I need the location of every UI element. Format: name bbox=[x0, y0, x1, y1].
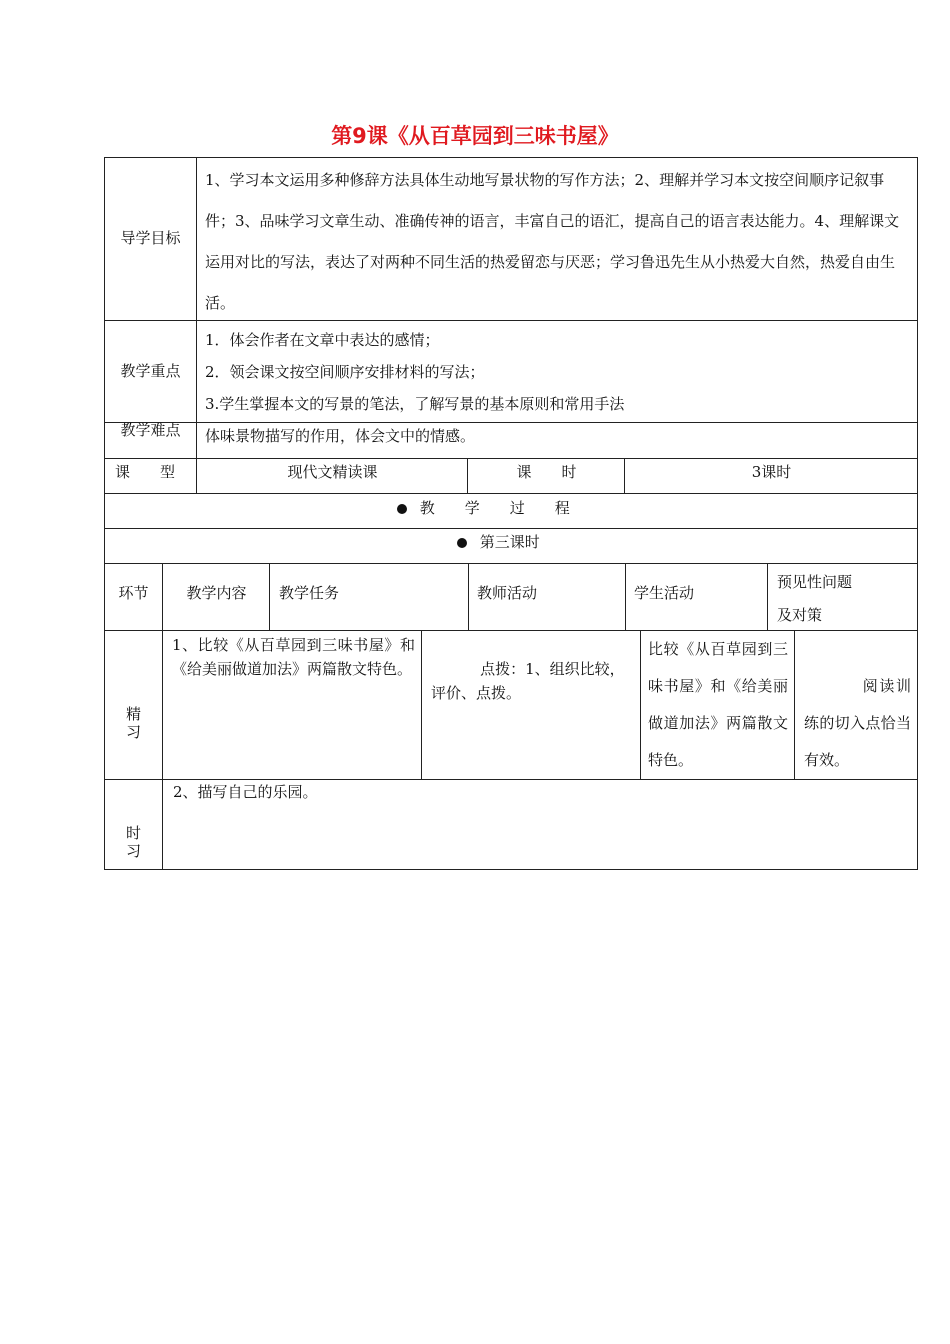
bullet-icon bbox=[397, 504, 407, 514]
period-cell bbox=[457, 533, 757, 553]
course-hours-value: 3课时 bbox=[751, 463, 792, 481]
col-teacher-cell bbox=[469, 564, 626, 630]
difficulty-label-cell bbox=[105, 423, 197, 458]
page-title: 第9课《从百草园到三味书屋》 bbox=[331, 124, 619, 148]
process-heading-row bbox=[104, 493, 918, 529]
row-practice-student-cell bbox=[642, 631, 795, 779]
col-section-cell bbox=[105, 564, 163, 630]
col-teacher: 教师活动 bbox=[477, 584, 538, 602]
focus-label: 教学重点 bbox=[120, 361, 181, 380]
course-hours-label-cell bbox=[469, 459, 625, 493]
row-review-content-cell bbox=[164, 780, 864, 803]
col-task: 教学任务 bbox=[279, 584, 340, 602]
row-practice-strategy: 阅读训练的切入点恰当有效。 bbox=[804, 677, 911, 769]
period-label: 第三课时 bbox=[479, 533, 540, 551]
goals-text: 1、学习本文运用多种修辞方法具体生动地写景状物的写作方法；2、理解并学习本文按空间顺序记叙事件；3、品味学习文章生动、准确传神的语言，丰富自己的语汇，提高自己的语言表达能力。4、理解课文运用对比的写法，表达了对两种不同生活的热爱留恋与厌恶；学习鲁迅先生从小热爱大自然，热爱自由生活。 bbox=[205, 171, 900, 312]
row-practice-section-cell bbox=[105, 631, 163, 779]
focus-item: 3.学生掌握本文的写景的笔法，了解写景的基本原则和常用手法 bbox=[205, 395, 625, 413]
course-type-label: 课 型 bbox=[115, 463, 176, 481]
col-task-cell bbox=[271, 564, 469, 630]
col-strategy-line1: 预见性问题 bbox=[777, 573, 853, 591]
row-review-section: 时 习 bbox=[125, 824, 141, 860]
col-content-cell bbox=[164, 564, 270, 630]
row-review bbox=[104, 779, 918, 870]
col-content: 教学内容 bbox=[186, 584, 247, 602]
difficulty-row bbox=[104, 422, 918, 459]
focus-items bbox=[205, 324, 913, 420]
col-strategy-line2: 及对策 bbox=[777, 606, 823, 624]
course-hours-label: 课 时 bbox=[516, 463, 577, 481]
columns-header-row bbox=[104, 563, 918, 631]
row-practice bbox=[104, 630, 918, 780]
difficulty-label: 教学难点 bbox=[120, 421, 181, 439]
col-strategy-cell bbox=[769, 564, 917, 630]
row-practice-strategy-cell bbox=[796, 631, 917, 779]
row-practice-content-cell bbox=[164, 631, 422, 779]
difficulty-text: 体味景物描写的作用，体会文中的情感。 bbox=[205, 427, 476, 445]
col-student-cell bbox=[626, 564, 768, 630]
focus-label-cell bbox=[105, 321, 197, 422]
goals-row bbox=[104, 157, 918, 321]
row-practice-student: 比较《从百草园到三味书屋》和《给美丽做道加法》两篇散文特色。 bbox=[648, 640, 788, 769]
focus-item: 2．领会课文按空间顺序安排材料的写法； bbox=[205, 363, 485, 381]
course-hours-value-cell bbox=[626, 459, 917, 493]
row-review-content: 2、描写自己的乐园。 bbox=[173, 783, 318, 801]
row-review-section-cell bbox=[105, 780, 163, 869]
course-type-label-cell bbox=[105, 459, 197, 493]
col-section: 环节 bbox=[118, 584, 149, 602]
row-practice-content: 1、比较《从百草园到三味书屋》和《给美丽做道加法》两篇散文特色。 bbox=[172, 636, 415, 678]
process-heading-cell bbox=[397, 499, 897, 519]
goals-label: 导学目标 bbox=[120, 229, 181, 248]
process-heading: 教 学 过 程 bbox=[419, 499, 570, 517]
course-type-value: 现代文精读课 bbox=[287, 463, 378, 481]
focus-row bbox=[104, 320, 918, 423]
focus-item: 1．体会作者在文章中表达的感情； bbox=[205, 331, 440, 349]
col-student: 学生活动 bbox=[634, 584, 695, 602]
row-practice-teacher: 点拨：1、组织比较，评价、点拨。 bbox=[431, 660, 625, 702]
goals-label-cell bbox=[105, 158, 197, 320]
row-practice-section: 精 习 bbox=[125, 705, 141, 741]
period-row bbox=[104, 528, 918, 564]
course-type-value-cell bbox=[198, 459, 468, 493]
bullet-icon bbox=[457, 538, 467, 548]
row-practice-teacher-cell bbox=[423, 631, 641, 779]
course-type-row bbox=[104, 458, 918, 494]
